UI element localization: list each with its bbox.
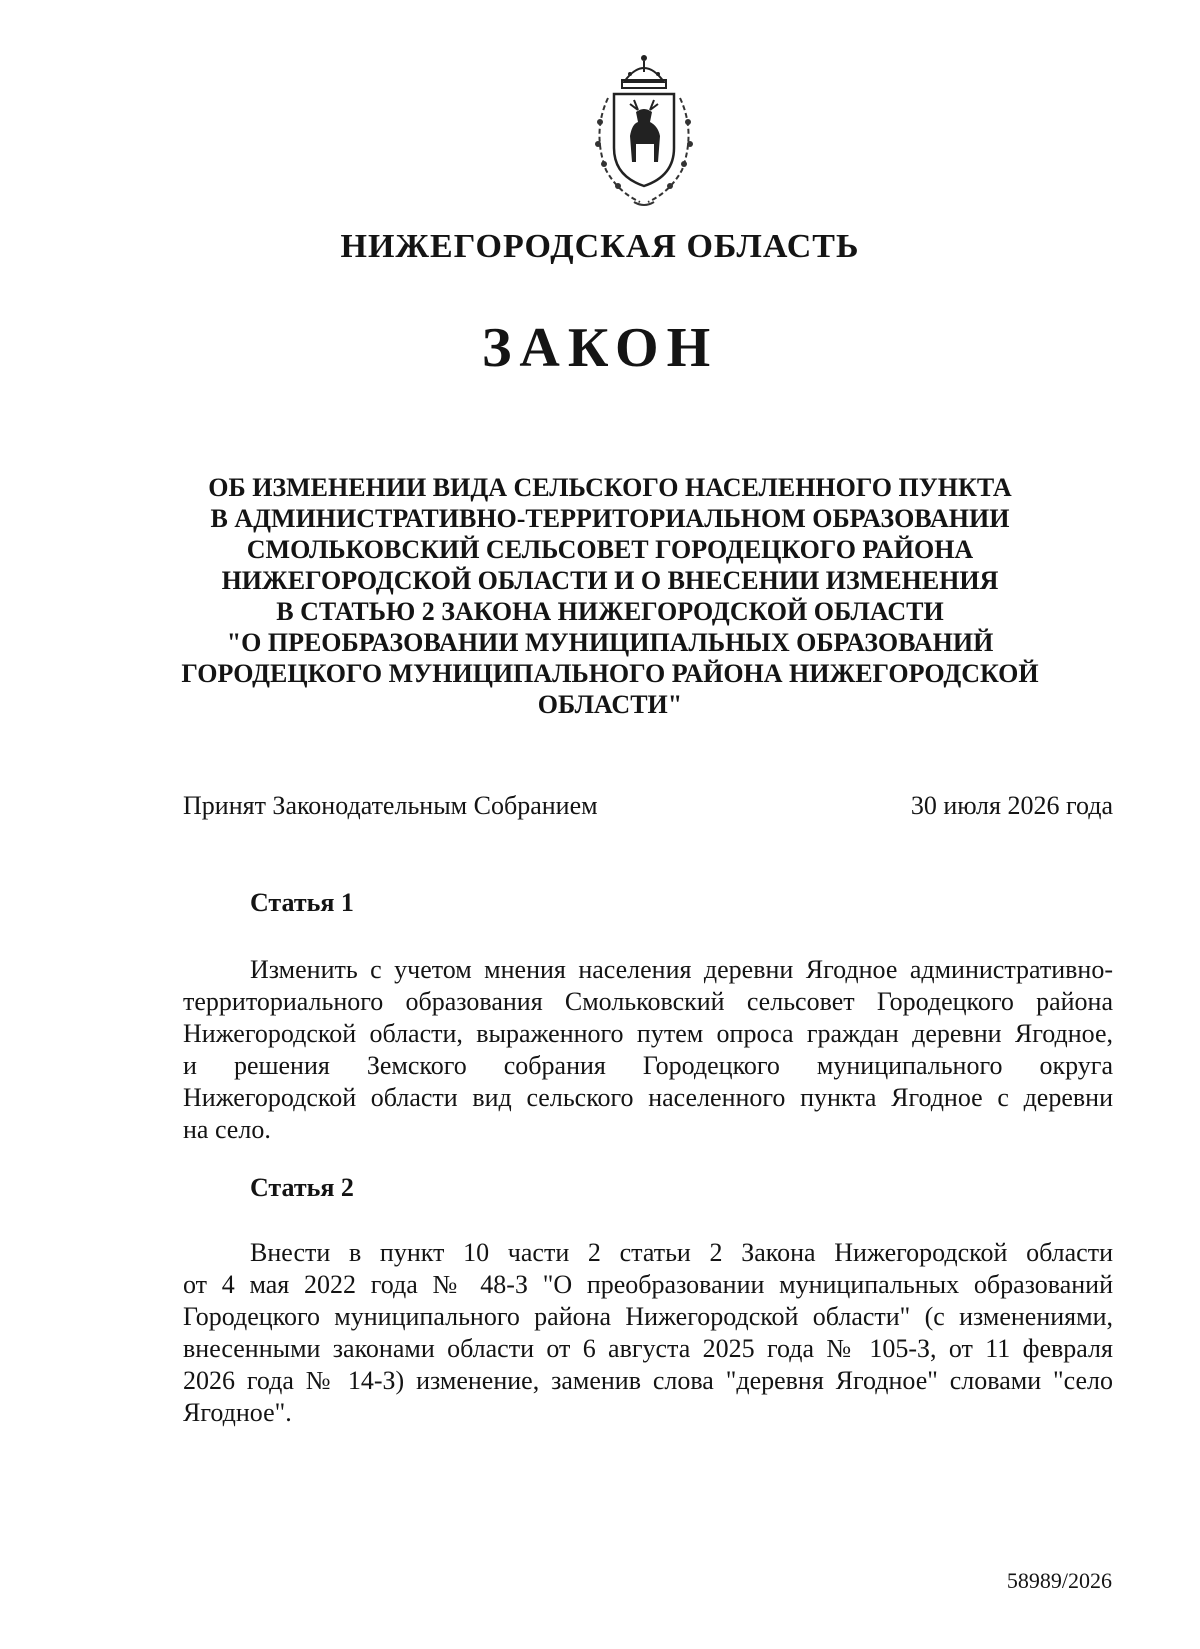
text-line: Нижегородской области, выраженного путем опроса граждан деревни Ягодное,	[183, 1019, 1113, 1048]
law-title-line: В АДМИНИСТРАТИВНО-ТЕРРИТОРИАЛЬНОМ ОБРАЗОВАНИИ	[210, 504, 1010, 533]
adoption-date: 30 июля 2026 года	[910, 791, 1113, 820]
text-line: территориального образования Смольковский сельсовет Городецкого района	[183, 987, 1113, 1016]
text-line: Изменить с учетом мнения населения деревни Ягодное административно-	[250, 955, 1113, 984]
text-line: от 4 мая 2022 года № 48-З "О преобразовании муниципальных образований	[183, 1270, 1113, 1299]
article-2-heading: Статья 2	[250, 1173, 354, 1202]
text-line: и решения Земского собрания Городецкого муниципального округа	[183, 1051, 1113, 1080]
region-name: НИЖЕГОРОДСКАЯ ОБЛАСТЬ	[340, 228, 860, 265]
text-line: на село.	[183, 1115, 271, 1144]
text-line: Нижегородской области вид сельского населенного пункта Ягодное с деревни	[183, 1083, 1113, 1112]
text-line: Ягодное".	[183, 1398, 292, 1427]
adopted-by: Принят Законодательным Собранием	[183, 791, 598, 820]
law-title-line: ОБЛАСТИ"	[537, 690, 683, 719]
law-title-line: ОБ ИЗМЕНЕНИИ ВИДА СЕЛЬСКОГО НАСЕЛЕННОГО ПУНКТА	[208, 473, 1012, 502]
text-line: Внести в пункт 10 части 2 статьи 2 Закона Нижегородской области	[250, 1238, 1113, 1267]
document-type: ЗАКОН	[481, 317, 719, 379]
text-line: внесенными законами области от 6 августа 2025 года № 105-З, от 11 февраля	[183, 1334, 1113, 1363]
law-title	[170, 472, 1050, 720]
law-title-line: СМОЛЬКОВСКИЙ СЕЛЬСОВЕТ ГОРОДЕЦКОГО РАЙОНА	[246, 535, 974, 564]
law-title-line: ГОРОДЕЦКОГО МУНИЦИПАЛЬНОГО РАЙОНА НИЖЕГОРОДСКОЙ	[181, 659, 1039, 688]
coat-of-arms-icon	[578, 52, 710, 210]
article-2-text	[183, 1237, 1113, 1429]
text-line: Городецкого муниципального района Нижегородской области" (с изменениями,	[183, 1302, 1113, 1331]
article-1-text	[183, 954, 1113, 1146]
article-1-heading: Статья 1	[250, 888, 354, 917]
law-title-line: "О ПРЕОБРАЗОВАНИИ МУНИЦИПАЛЬНЫХ ОБРАЗОВАНИЙ	[226, 628, 994, 657]
law-title-line: В СТАТЬЮ 2 ЗАКОНА НИЖЕГОРОДСКОЙ ОБЛАСТИ	[276, 597, 944, 626]
law-title-line: НИЖЕГОРОДСКОЙ ОБЛАСТИ И О ВНЕСЕНИИ ИЗМЕНЕНИЯ	[221, 566, 999, 595]
document-number: 58989/2026	[1006, 1568, 1112, 1593]
text-line: 2026 года № 14-З) изменение, заменив слова "деревня Ягодное" словами "село	[183, 1366, 1113, 1395]
